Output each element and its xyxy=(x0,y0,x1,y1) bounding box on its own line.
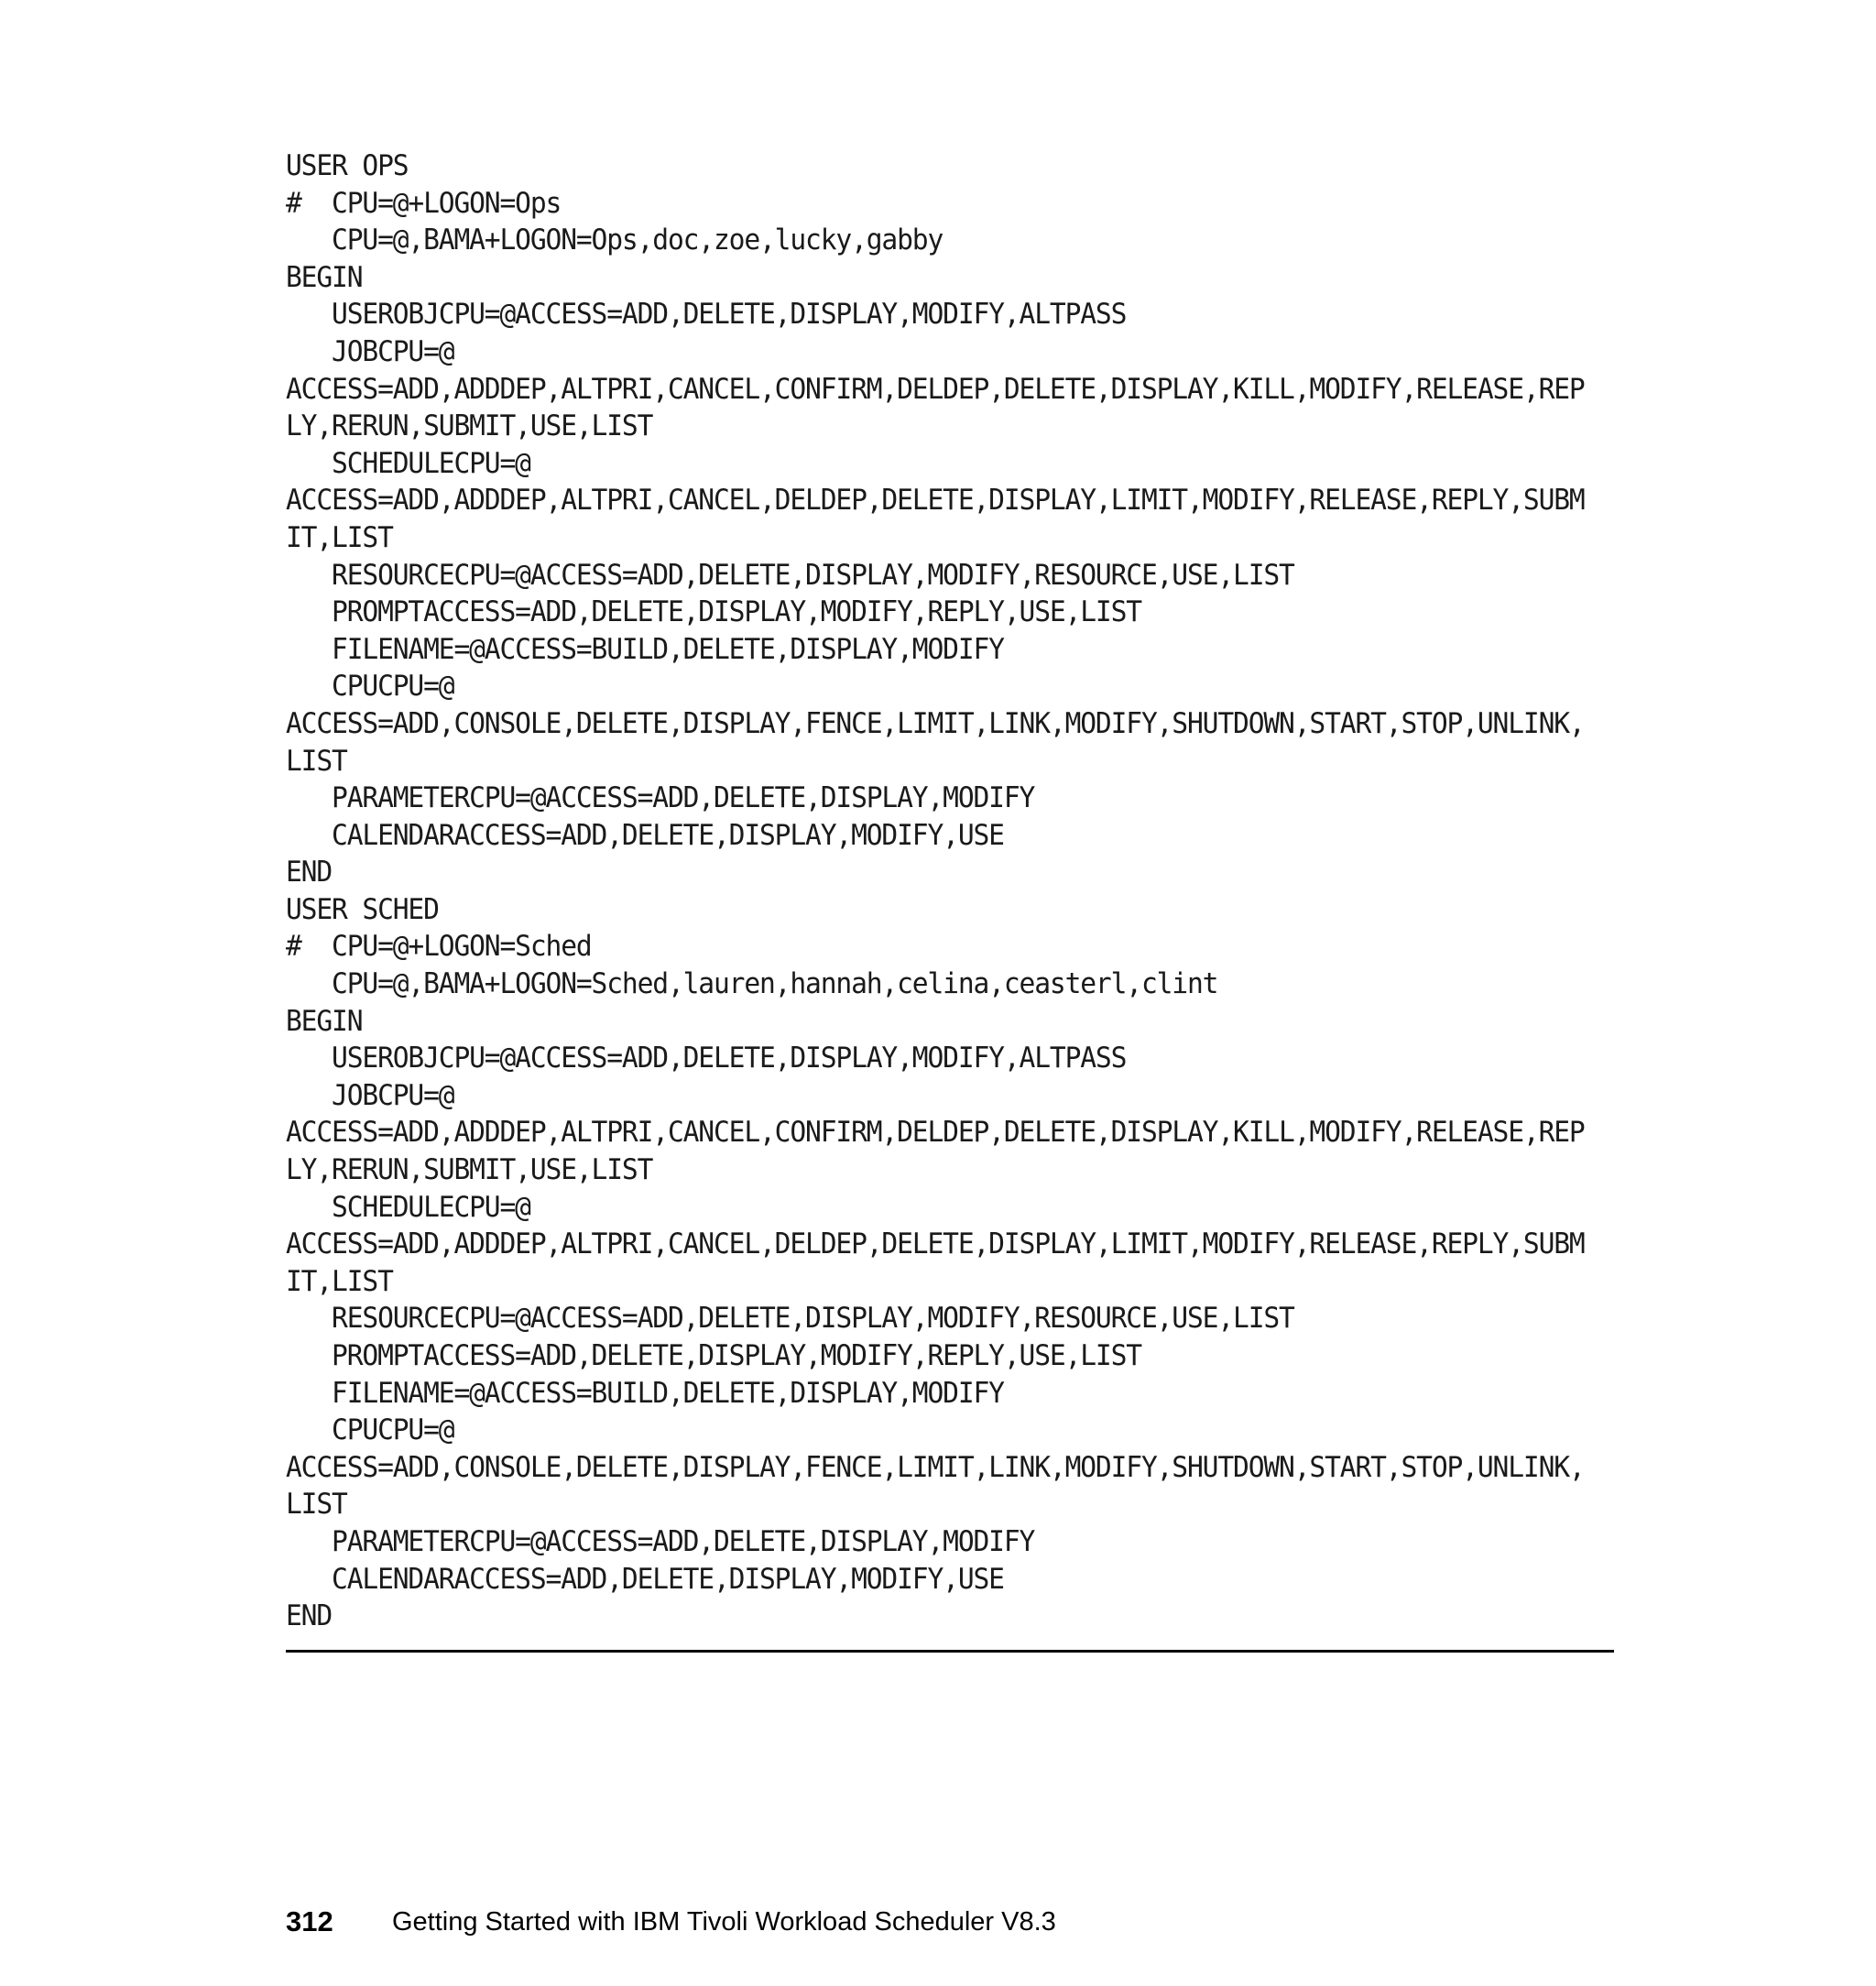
code-line: ACCESS=ADD,CONSOLE,DELETE,DISPLAY,FENCE,LIMIT,LINK,MODIFY,SHUTDOWN,START,STOP,UNLINK, xyxy=(286,706,1585,740)
code-line: RESOURCECPU=@ACCESS=ADD,DELETE,DISPLAY,MODIFY,RESOURCE,USE,LIST xyxy=(286,1302,1294,1336)
code-line: LIST xyxy=(286,744,347,778)
code-line: END xyxy=(286,856,333,889)
code-line: ACCESS=ADD,ADDDEP,ALTPRI,CANCEL,CONFIRM,DELDEP,DELETE,DISPLAY,KILL,MODIFY,RELEASE,REP xyxy=(286,1116,1585,1150)
code-line: SCHEDULECPU=@ xyxy=(286,446,530,480)
code-line: PROMPTACCESS=ADD,DELETE,DISPLAY,MODIFY,REPLY,USE,LIST xyxy=(286,595,1141,629)
book-title: Getting Started with IBM Tivoli Workload Scheduler V8.3 xyxy=(392,1906,1056,1937)
code-line: CALENDARACCESS=ADD,DELETE,DISPLAY,MODIFY,USE xyxy=(286,1562,1004,1596)
code-line: IT,LIST xyxy=(286,1264,393,1298)
code-line: LY,RERUN,SUBMIT,USE,LIST xyxy=(286,1153,653,1187)
code-line: ACCESS=ADD,ADDDEP,ALTPRI,CANCEL,DELDEP,DELETE,DISPLAY,LIMIT,MODIFY,RELEASE,REPLY,SUBM xyxy=(286,484,1585,518)
listing-end-rule xyxy=(286,1650,1614,1653)
code-line: END xyxy=(286,1599,333,1633)
code-line: USER SCHED xyxy=(286,892,439,926)
code-listing xyxy=(286,147,1614,1635)
code-line: CPUCPU=@ xyxy=(286,1413,454,1447)
code-line: # CPU=@+LOGON=Ops xyxy=(286,186,562,220)
code-line: CPU=@,BAMA+LOGON=Sched,lauren,hannah,celina,ceasterl,clint xyxy=(286,967,1218,1001)
code-line: CPUCPU=@ xyxy=(286,670,454,704)
code-line: BEGIN xyxy=(286,260,363,294)
code-line: BEGIN xyxy=(286,1004,363,1038)
code-line: SCHEDULECPU=@ xyxy=(286,1190,530,1224)
code-line: LY,RERUN,SUBMIT,USE,LIST xyxy=(286,409,653,443)
code-line: RESOURCECPU=@ACCESS=ADD,DELETE,DISPLAY,MODIFY,RESOURCE,USE,LIST xyxy=(286,558,1294,592)
code-line: USEROBJCPU=@ACCESS=ADD,DELETE,DISPLAY,MODIFY,ALTPASS xyxy=(286,298,1127,332)
code-line: USER OPS xyxy=(286,149,409,182)
code-line: ACCESS=ADD,ADDDEP,ALTPRI,CANCEL,DELDEP,DELETE,DISPLAY,LIMIT,MODIFY,RELEASE,REPLY,SUBM xyxy=(286,1228,1585,1261)
code-line: ACCESS=ADD,CONSOLE,DELETE,DISPLAY,FENCE,LIMIT,LINK,MODIFY,SHUTDOWN,START,STOP,UNLINK, xyxy=(286,1450,1585,1484)
code-line: PARAMETERCPU=@ACCESS=ADD,DELETE,DISPLAY,MODIFY xyxy=(286,781,1035,815)
code-line: FILENAME=@ACCESS=BUILD,DELETE,DISPLAY,MODIFY xyxy=(286,1376,1004,1410)
code-line: ACCESS=ADD,ADDDEP,ALTPRI,CANCEL,CONFIRM,DELDEP,DELETE,DISPLAY,KILL,MODIFY,RELEASE,REP xyxy=(286,372,1585,406)
code-line: USEROBJCPU=@ACCESS=ADD,DELETE,DISPLAY,MODIFY,ALTPASS xyxy=(286,1042,1127,1075)
code-line: JOBCPU=@ xyxy=(286,334,454,368)
code-line: CALENDARACCESS=ADD,DELETE,DISPLAY,MODIFY,USE xyxy=(286,818,1004,852)
page-number: 312 xyxy=(286,1905,333,1937)
code-line: IT,LIST xyxy=(286,520,393,554)
code-line: FILENAME=@ACCESS=BUILD,DELETE,DISPLAY,MODIFY xyxy=(286,632,1004,666)
code-line: LIST xyxy=(286,1488,347,1522)
code-line: CPU=@,BAMA+LOGON=Ops,doc,zoe,lucky,gabby xyxy=(286,224,943,257)
code-line: # CPU=@+LOGON=Sched xyxy=(286,930,592,964)
code-line: PARAMETERCPU=@ACCESS=ADD,DELETE,DISPLAY,MODIFY xyxy=(286,1524,1035,1558)
page-footer xyxy=(286,1904,1056,1940)
code-line: JOBCPU=@ xyxy=(286,1078,454,1112)
code-line: PROMPTACCESS=ADD,DELETE,DISPLAY,MODIFY,REPLY,USE,LIST xyxy=(286,1339,1141,1372)
